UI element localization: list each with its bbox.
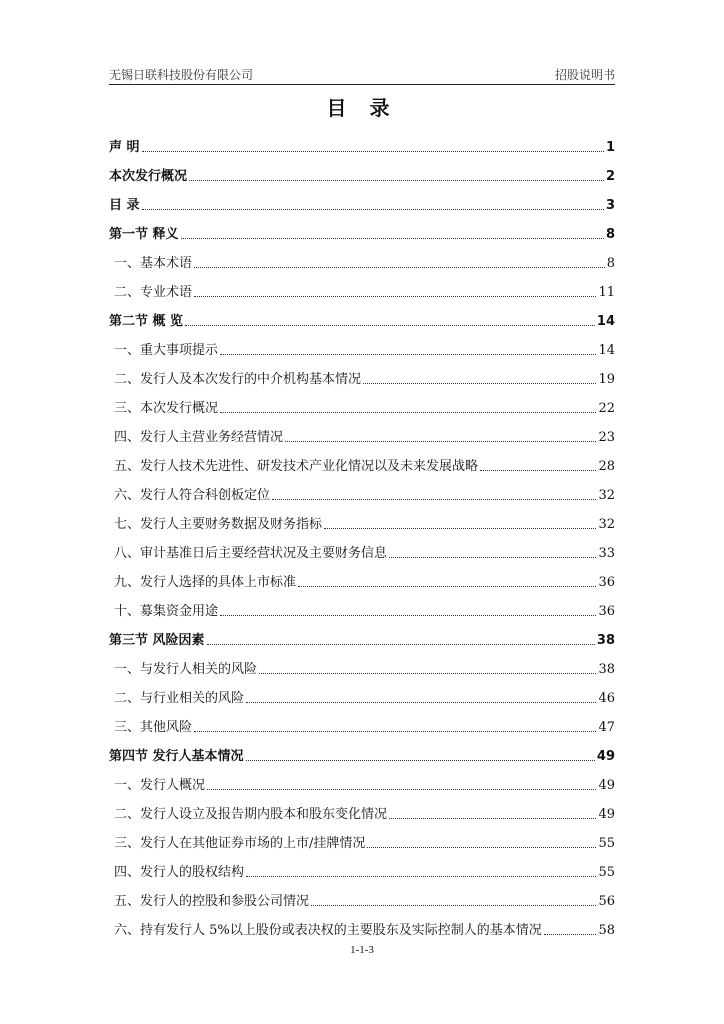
toc-leader-dots bbox=[246, 759, 595, 761]
toc-leader-dots bbox=[194, 295, 596, 297]
toc-leader-dots bbox=[194, 730, 596, 732]
toc-chapter-entry[interactable] bbox=[109, 300, 615, 329]
toc-entry-page: 58 bbox=[598, 923, 615, 938]
toc-entry-page: 49 bbox=[598, 778, 615, 793]
toc-leader-dots bbox=[480, 469, 596, 471]
toc-entry-label: 九、发行人选择的具体上市标准 bbox=[114, 575, 297, 590]
toc-entry-label: 第四节 发行人基本情况 bbox=[109, 749, 244, 764]
toc-entry-page: 49 bbox=[598, 807, 615, 822]
toc-entry-label: 一、重大事项提示 bbox=[114, 343, 219, 358]
toc-section-entry[interactable] bbox=[109, 503, 615, 532]
toc-chapter-entry[interactable] bbox=[109, 619, 615, 648]
toc-entry-page: 38 bbox=[598, 662, 615, 677]
toc-leader-dots bbox=[367, 846, 596, 848]
toc-entry-page: 1 bbox=[605, 140, 615, 155]
toc-entry-page: 2 bbox=[605, 169, 615, 184]
toc-entry-page: 36 bbox=[598, 604, 615, 619]
toc-entry-page: 56 bbox=[598, 894, 615, 909]
toc-leader-dots bbox=[207, 788, 596, 790]
toc-entry-label: 声 明 bbox=[109, 140, 140, 155]
toc-leader-dots bbox=[298, 585, 596, 587]
toc-entry-label: 三、本次发行概况 bbox=[114, 401, 219, 416]
header-doc-type: 招股说明书 bbox=[554, 68, 615, 82]
toc-section-entry[interactable] bbox=[109, 329, 615, 358]
toc-leader-dots bbox=[142, 208, 604, 210]
toc-entry-label: 二、专业术语 bbox=[114, 285, 193, 300]
header-company: 无锡日联科技股份有限公司 bbox=[109, 68, 254, 82]
toc-section-entry[interactable] bbox=[109, 706, 615, 735]
toc-entry-page: 14 bbox=[598, 343, 615, 358]
page-title: 目 录 bbox=[326, 96, 398, 120]
toc-entry-label: 二、发行人设立及报告期内股本和股东变化情况 bbox=[114, 807, 388, 822]
toc-entry-page: 32 bbox=[598, 517, 615, 532]
toc-leader-dots bbox=[544, 933, 597, 935]
page-number: 1-1-3 bbox=[350, 944, 374, 956]
toc-chapter-entry[interactable] bbox=[109, 213, 615, 242]
page-header bbox=[109, 66, 615, 85]
toc-entry-label: 第三节 风险因素 bbox=[109, 633, 205, 648]
toc-entry-label: 六、持有发行人 5%以上股份或表决权的主要股东及实际控制人的基本情况 bbox=[114, 923, 542, 938]
toc-leader-dots bbox=[285, 440, 596, 442]
toc-chapter-entry[interactable] bbox=[109, 155, 615, 184]
toc-entry-label: 一、基本术语 bbox=[114, 256, 193, 271]
toc-leader-dots bbox=[246, 701, 596, 703]
toc-entry-page: 11 bbox=[598, 285, 615, 300]
toc-entry-label: 第二节 概 览 bbox=[109, 314, 184, 329]
toc-entry-label: 一、发行人概况 bbox=[114, 778, 206, 793]
toc-entry-label: 一、与发行人相关的风险 bbox=[114, 662, 258, 677]
toc-entry-label: 四、发行人的股权结构 bbox=[114, 865, 245, 880]
toc-entry-label: 三、其他风险 bbox=[114, 720, 193, 735]
toc-entry-label: 第一节 释义 bbox=[109, 227, 179, 242]
toc-section-entry[interactable] bbox=[109, 822, 615, 851]
toc-entry-page: 36 bbox=[598, 575, 615, 590]
toc-entry-label: 本次发行概况 bbox=[109, 169, 188, 184]
toc-entry-label: 六、发行人符合科创板定位 bbox=[114, 488, 271, 503]
toc-leader-dots bbox=[272, 498, 596, 500]
toc-section-entry[interactable] bbox=[109, 271, 615, 300]
toc-leader-dots bbox=[189, 179, 604, 181]
toc-leader-dots bbox=[246, 875, 596, 877]
toc-section-entry[interactable] bbox=[109, 880, 615, 909]
toc-leader-dots bbox=[220, 353, 596, 355]
table-of-contents bbox=[109, 126, 615, 938]
toc-entry-page: 19 bbox=[598, 372, 615, 387]
toc-entry-label: 十、募集资金用途 bbox=[114, 604, 219, 619]
toc-chapter-entry[interactable] bbox=[109, 126, 615, 155]
toc-section-entry[interactable] bbox=[109, 445, 615, 474]
toc-entry-label: 五、发行人技术先进性、研发技术产业化情况以及未来发展战略 bbox=[114, 459, 479, 474]
toc-leader-dots bbox=[142, 150, 604, 152]
toc-entry-page: 33 bbox=[598, 546, 615, 561]
toc-entry-label: 目 录 bbox=[109, 198, 140, 213]
toc-section-entry[interactable] bbox=[109, 358, 615, 387]
toc-section-entry[interactable] bbox=[109, 677, 615, 706]
toc-entry-label: 三、发行人在其他证券市场的上市/挂牌情况 bbox=[114, 836, 366, 851]
toc-section-entry[interactable] bbox=[109, 590, 615, 619]
toc-section-entry[interactable] bbox=[109, 474, 615, 503]
toc-leader-dots bbox=[324, 527, 596, 529]
toc-entry-label: 二、发行人及本次发行的中介机构基本情况 bbox=[114, 372, 362, 387]
toc-entry-page: 14 bbox=[596, 314, 615, 329]
toc-entry-page: 23 bbox=[598, 430, 615, 445]
toc-entry-label: 七、发行人主要财务数据及财务指标 bbox=[114, 517, 323, 532]
toc-section-entry[interactable] bbox=[109, 242, 615, 271]
toc-section-entry[interactable] bbox=[109, 387, 615, 416]
toc-leader-dots bbox=[220, 614, 596, 616]
toc-chapter-entry[interactable] bbox=[109, 184, 615, 213]
toc-entry-page: 3 bbox=[605, 198, 615, 213]
toc-section-entry[interactable] bbox=[109, 648, 615, 677]
toc-entry-page: 49 bbox=[596, 749, 615, 764]
toc-entry-page: 55 bbox=[598, 865, 615, 880]
toc-entry-page: 47 bbox=[598, 720, 615, 735]
toc-entry-page: 38 bbox=[596, 633, 615, 648]
toc-entry-label: 八、审计基准日后主要经营状况及主要财务信息 bbox=[114, 546, 388, 561]
toc-entry-page: 46 bbox=[598, 691, 615, 706]
toc-entry-page: 55 bbox=[598, 836, 615, 851]
toc-section-entry[interactable] bbox=[109, 561, 615, 590]
toc-leader-dots bbox=[389, 817, 596, 819]
toc-entry-label: 四、发行人主营业务经营情况 bbox=[114, 430, 284, 445]
toc-section-entry[interactable] bbox=[109, 416, 615, 445]
toc-entry-page: 28 bbox=[598, 459, 615, 474]
toc-entry-page: 8 bbox=[605, 227, 615, 242]
toc-entry-page: 8 bbox=[606, 256, 615, 271]
toc-leader-dots bbox=[194, 266, 605, 268]
toc-entry-page: 32 bbox=[598, 488, 615, 503]
toc-section-entry[interactable] bbox=[109, 793, 615, 822]
toc-section-entry[interactable] bbox=[109, 532, 615, 561]
toc-chapter-entry[interactable] bbox=[109, 735, 615, 764]
toc-section-entry[interactable] bbox=[109, 851, 615, 880]
toc-leader-dots bbox=[363, 382, 596, 384]
toc-entry-label: 二、与行业相关的风险 bbox=[114, 691, 245, 706]
toc-leader-dots bbox=[220, 411, 596, 413]
toc-section-entry[interactable] bbox=[109, 764, 615, 793]
toc-leader-dots bbox=[207, 643, 595, 645]
toc-section-entry[interactable] bbox=[109, 909, 615, 938]
toc-leader-dots bbox=[259, 672, 596, 674]
toc-entry-label: 五、发行人的控股和参股公司情况 bbox=[114, 894, 310, 909]
toc-entry-page: 22 bbox=[598, 401, 615, 416]
toc-leader-dots bbox=[181, 237, 604, 239]
toc-leader-dots bbox=[389, 556, 596, 558]
toc-leader-dots bbox=[185, 324, 595, 326]
toc-leader-dots bbox=[311, 904, 596, 906]
